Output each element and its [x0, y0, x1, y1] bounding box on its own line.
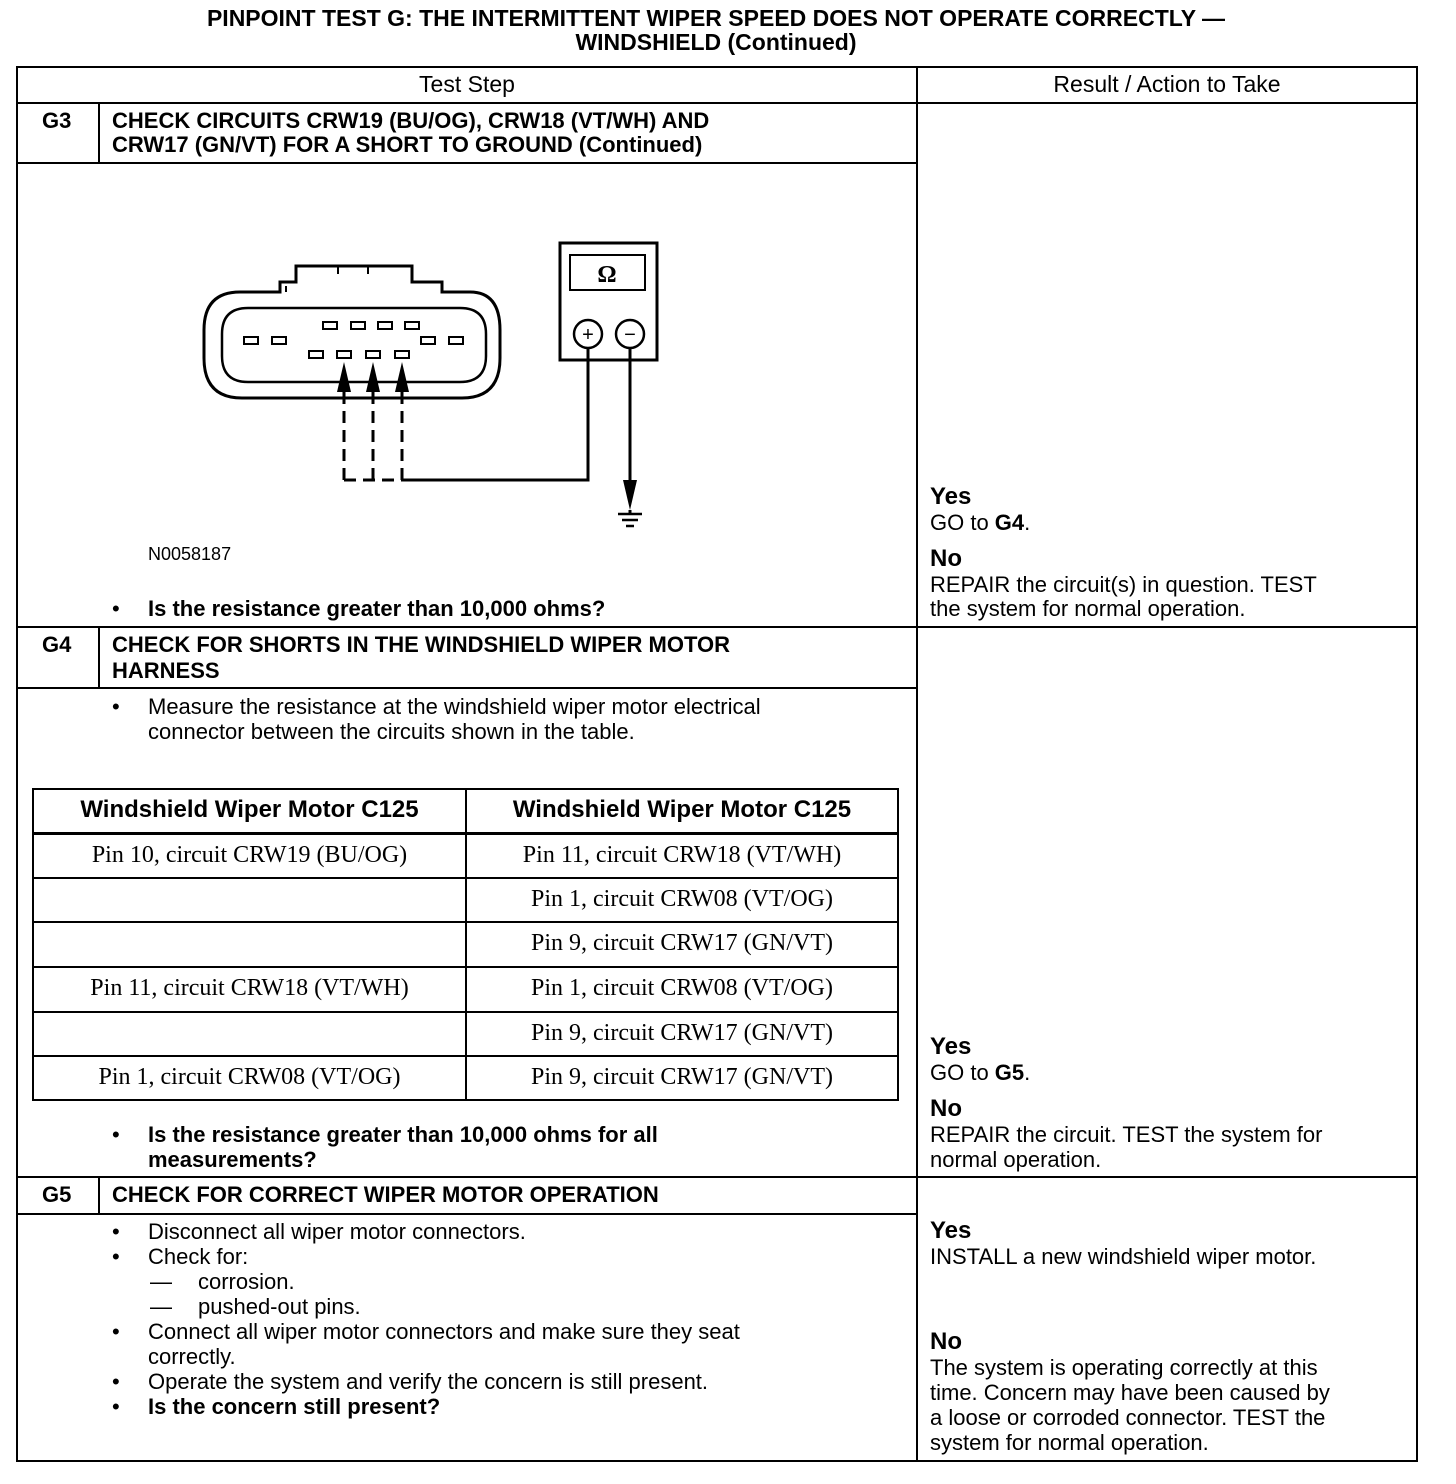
positive-lead: [402, 348, 588, 480]
g5-no-text-line4: system for normal operation.: [930, 1430, 1209, 1455]
g5-bullet-4: •: [112, 1369, 120, 1394]
g5-id-divider: [98, 1176, 100, 1214]
g5-step-1: Disconnect all wiper motor connectors.: [148, 1219, 526, 1244]
g3-yes-target: G4: [994, 510, 1025, 535]
g5-bullet-2: •: [112, 1244, 120, 1269]
plus-sign: +: [582, 324, 594, 346]
g4-instruction-line2: connector between the circuits shown in the table.: [148, 719, 635, 744]
connector-ohmmeter-diagram: [190, 230, 690, 540]
g4-question-line1: Is the resistance greater than 10,000 ohms for all: [148, 1122, 658, 1147]
header-result: Result / Action to Take: [1053, 71, 1281, 97]
g4-title-line1: CHECK FOR SHORTS IN THE WINDSHIELD WIPER MOTOR: [112, 632, 731, 657]
probe-arrows: [337, 362, 409, 392]
g3-g4-divider: [16, 626, 1418, 628]
g5-title: CHECK FOR CORRECT WIPER MOTOR OPERATION: [112, 1182, 659, 1207]
g5-step-id: G5: [42, 1182, 72, 1207]
g4-bullet-2: •: [112, 1122, 120, 1147]
g4-yes-label: Yes: [930, 1033, 972, 1060]
pin-table-row1-col2: Pin 11, circuit CRW18 (VT/WH): [522, 842, 842, 868]
g4-instruction-line1: Measure the resistance at the windshield wiper motor electrical: [148, 694, 761, 719]
g3-yes-text: GO to G4.: [930, 510, 1031, 535]
connector-face: [222, 308, 486, 382]
g5-dash-2: —: [150, 1294, 172, 1319]
ground-arrow: [623, 480, 637, 510]
g5-bullet-5: •: [112, 1394, 120, 1419]
g3-step-id: G3: [42, 108, 72, 133]
g5-step-3-line2: correctly.: [148, 1344, 236, 1369]
g5-bullet-3: •: [112, 1319, 120, 1344]
page-title-line2: WINDSHIELD (Continued): [575, 29, 857, 55]
connector-housing: [204, 266, 500, 398]
pin-table-row3-col2: Pin 9, circuit CRW17 (GN/VT): [531, 930, 833, 956]
g4-id-divider: [98, 626, 100, 688]
pin-table-header-2: Windshield Wiper Motor C125: [512, 796, 852, 823]
g5-bullet-1: •: [112, 1219, 120, 1244]
g4-g5-divider: [16, 1176, 1418, 1178]
g3-no-text-line1: REPAIR the circuit(s) in question. TEST: [930, 572, 1317, 597]
pin-table-row4-col1: Pin 11, circuit CRW18 (VT/WH): [90, 975, 409, 1001]
g4-no-text-line2: normal operation.: [930, 1147, 1102, 1172]
pin-table-row6-col2: Pin 9, circuit CRW17 (GN/VT): [531, 1064, 833, 1090]
g5-check-corrosion: corrosion.: [198, 1269, 295, 1294]
header-test-step: Test Step: [419, 71, 515, 97]
g4-bullet-1: •: [112, 694, 120, 719]
connector-pins: [244, 322, 463, 358]
g3-question: Is the resistance greater than 10,000 ohms?: [148, 596, 606, 621]
pin-table-row2-col2: Pin 1, circuit CRW08 (VT/OG): [531, 886, 833, 912]
header-divider: [16, 102, 1418, 104]
g3-title-divider: [16, 162, 918, 164]
g3-bullet: •: [112, 596, 120, 621]
g3-no-text-line2: the system for normal operation.: [930, 596, 1246, 621]
g4-title-divider: [16, 687, 918, 689]
pin-table-header-1: Windshield Wiper Motor C125: [80, 796, 419, 823]
pin-table-row1-col1: Pin 10, circuit CRW19 (BU/OG): [91, 842, 408, 868]
g3-no-label: No: [930, 545, 962, 572]
minus-sign: −: [624, 324, 636, 346]
ohm-symbol: Ω: [597, 262, 617, 288]
g4-yes-text: GO to G5.: [930, 1060, 1031, 1085]
g5-step-3-line1: Connect all wiper motor connectors and make sure they seat: [148, 1319, 740, 1344]
pin-table-row4-col2: Pin 1, circuit CRW08 (VT/OG): [531, 975, 833, 1001]
g5-question: Is the concern still present?: [148, 1394, 441, 1419]
pin-table-row5-col2: Pin 9, circuit CRW17 (GN/VT): [531, 1020, 833, 1046]
g5-no-text-line3: a loose or corroded connector. TEST the: [930, 1405, 1326, 1430]
g4-no-label: No: [930, 1095, 962, 1122]
figure-id: N0058187: [148, 544, 232, 564]
g4-no-text-line1: REPAIR the circuit. TEST the system for: [930, 1122, 1323, 1147]
g5-no-text-line2: time. Concern may have been caused by: [930, 1380, 1330, 1405]
g5-no-label: No: [930, 1328, 962, 1355]
g4-step-id: G4: [42, 632, 72, 657]
dashed-leads: [344, 392, 402, 480]
g5-title-divider: [16, 1213, 918, 1215]
g5-dash-1: —: [150, 1269, 172, 1294]
g3-id-divider: [98, 102, 100, 164]
ground-icon: [618, 514, 642, 526]
g5-step-2: Check for:: [148, 1244, 249, 1269]
g4-title-line2: HARNESS: [112, 658, 220, 683]
g5-yes-text: INSTALL a new windshield wiper motor.: [930, 1244, 1317, 1269]
page-title-line1: PINPOINT TEST G: THE INTERMITTENT WIPER SPEED DOES NOT OPERATE CORRECTLY —: [206, 5, 1226, 31]
g4-yes-target: G5: [994, 1060, 1025, 1085]
g5-step-4: Operate the system and verify the concern is still present.: [148, 1369, 709, 1394]
column-divider: [916, 66, 918, 1462]
g3-yes-label: Yes: [930, 483, 972, 510]
g4-question-line2: measurements?: [148, 1147, 317, 1172]
g5-yes-label: Yes: [930, 1217, 972, 1244]
g5-check-pins: pushed-out pins.: [198, 1294, 361, 1319]
pin-table-row6-col1: Pin 1, circuit CRW08 (VT/OG): [98, 1064, 401, 1090]
g5-no-text-line1: The system is operating correctly at this: [930, 1355, 1318, 1380]
g3-title-line1: CHECK CIRCUITS CRW19 (BU/OG), CRW18 (VT/WH) AND: [112, 108, 710, 133]
g3-title-line2: CRW17 (GN/VT) FOR A SHORT TO GROUND (Continued): [112, 132, 703, 157]
